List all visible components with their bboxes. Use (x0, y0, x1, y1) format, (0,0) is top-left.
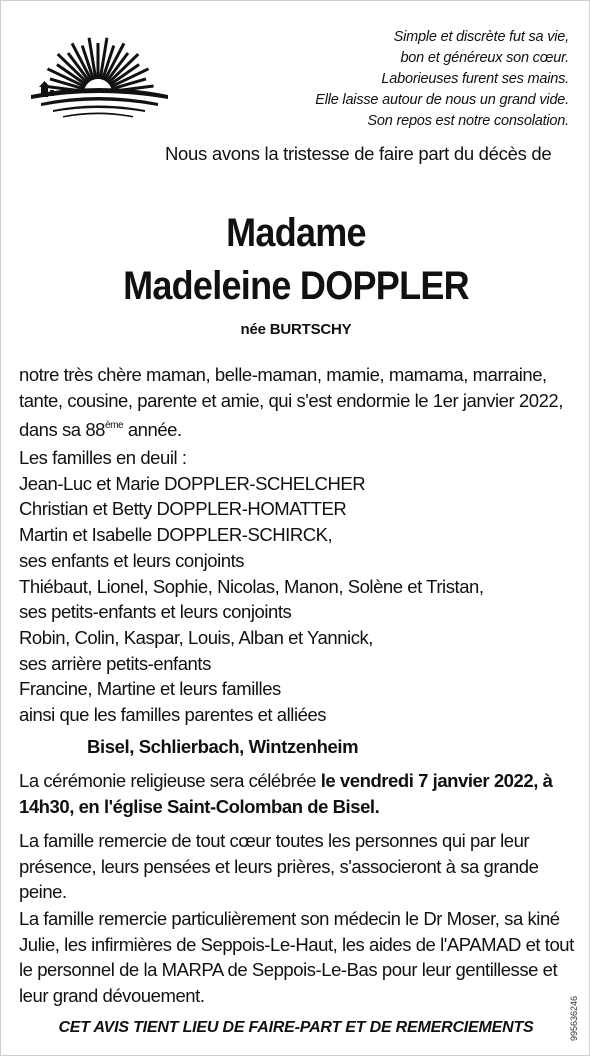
family-line: Thiébaut, Lionel, Sophie, Nicolas, Manon, Solène et Tristan, (19, 575, 484, 597)
family-line: Les familles en deuil : (19, 447, 187, 468)
description-end: année. (123, 419, 182, 441)
maiden-name: née BURTSCHY (240, 321, 352, 338)
description-paragraph (19, 362, 579, 443)
family-line: ses arrière petits-enfants (19, 652, 211, 674)
families-list (19, 445, 579, 728)
ordinal-superscript: ème (105, 420, 124, 432)
poem (239, 27, 569, 132)
intro-text: Nous avons la tristesse de faire part du décès de (165, 143, 552, 164)
poem-line: bon et généreux son cœur. (400, 50, 569, 66)
poem-line: Elle laisse autour de nous un grand vide. (315, 92, 569, 108)
family-line: Francine, Martine et leurs familles (19, 678, 281, 700)
poem-line: Laborieuses furent ses mains. (381, 71, 569, 87)
footer-notice: CET AVIS TIENT LIEU DE FAIRE-PART ET DE REMERCIEMENTS (58, 1019, 534, 1036)
ceremony-paragraph (19, 768, 579, 819)
family-line: ses petits-enfants et leurs conjoints (19, 601, 292, 623)
towns: Bisel, Schlierbach, Wintzenheim (87, 736, 359, 757)
description-text: notre très chère maman, belle-maman, mamie, mamama, marraine, tante, cousine, parente et amie, qui s'est endormie le 1er janvier 2022, dans sa 88 (19, 364, 563, 441)
deceased-name: Madeleine DOPPLER (123, 264, 469, 308)
family-line: ses enfants et leurs conjoints (19, 549, 245, 571)
special-thanks-paragraph: La famille remercie particulièrement son médecin le Dr Moser, sa kiné Julie, les infirmières de Seppois-Le-Haut, les aides de l'APAMAD et tout le personnel de la MARPA de Seppois-Le-Bas pour leur gentillesse et leur grand dévouement. (19, 908, 574, 1007)
poem-line: Simple et discrète fut sa vie, (393, 29, 569, 45)
family-line: Martin et Isabelle DOPPLER-SCHIRCK, (19, 524, 333, 546)
thanks-paragraph: La famille remercie de tout cœur toutes les personnes qui par leur présence, leurs pensées et leurs prières, s'associeront à sa grande peine. (19, 830, 539, 903)
ceremony-text: La cérémonie religieuse sera célébrée (19, 770, 321, 791)
reference-number: 995636246 (569, 995, 579, 1041)
ceremony-details: le vendredi 7 janvier 2022, à 14h30, en l'église Saint-Colomban de Bisel. (19, 770, 553, 817)
deceased-title: Madame (226, 211, 366, 255)
family-line: ainsi que les familles parentes et alliées (19, 704, 327, 726)
family-line: Christian et Betty DOPPLER-HOMATTER (19, 498, 347, 520)
family-line: Robin, Colin, Kaspar, Louis, Alban et Yannick, (19, 626, 373, 648)
poem-line: Son repos est notre consolation. (367, 113, 569, 129)
sunrise-landscape-icon (23, 29, 173, 119)
family-line: Jean-Luc et Marie DOPPLER-SCHELCHER (19, 472, 366, 494)
